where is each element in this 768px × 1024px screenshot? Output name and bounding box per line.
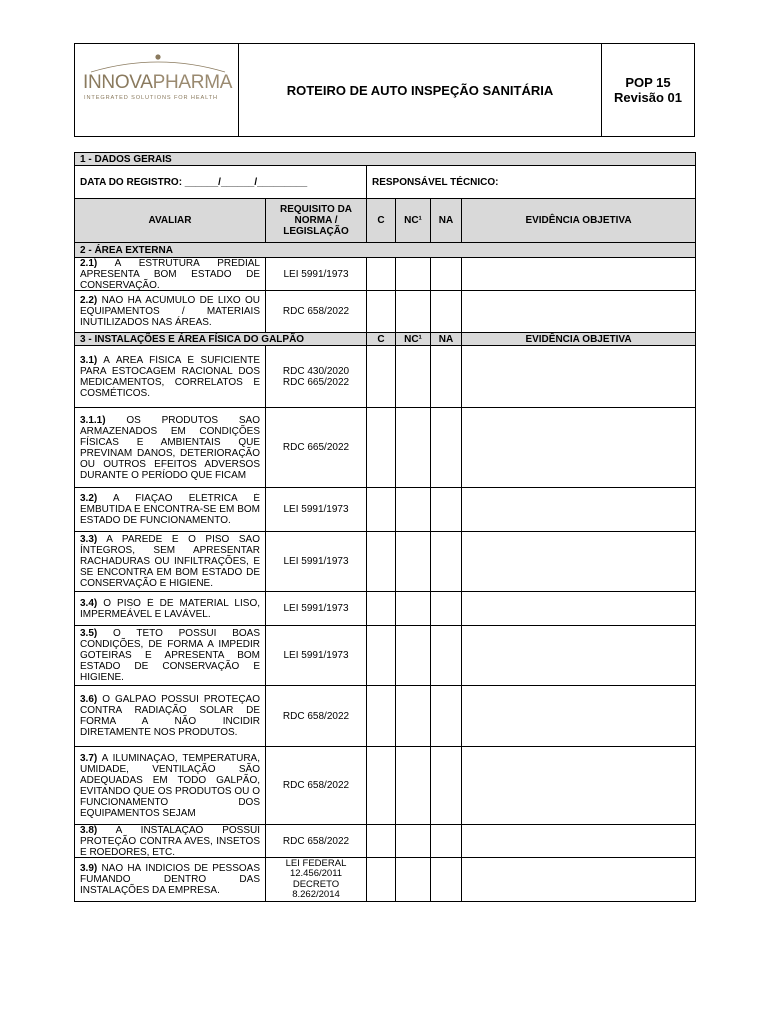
table-row [75, 626, 696, 686]
column-nc: NC¹ [396, 199, 431, 243]
table-row [75, 858, 696, 902]
item-norm: LEI 5991/1973 [266, 626, 367, 686]
table-row [75, 592, 696, 626]
evidence-cell[interactable] [462, 592, 696, 626]
column-evidencia: EVIDÊNCIA OBJETIVA [462, 199, 696, 243]
check-nc[interactable] [396, 258, 431, 291]
check-c[interactable] [367, 291, 396, 333]
table-row [75, 825, 696, 858]
check-na[interactable] [431, 258, 462, 291]
check-na[interactable] [431, 291, 462, 333]
check-na[interactable] [431, 686, 462, 747]
column-c: C [367, 199, 396, 243]
check-c[interactable] [367, 258, 396, 291]
check-na[interactable] [431, 747, 462, 825]
check-na[interactable] [431, 858, 462, 902]
check-na[interactable] [431, 532, 462, 592]
item-norm: RDC 665/2022 [266, 408, 367, 488]
item-norm: LEI FEDERAL 12.456/2011 DECRETO 8.262/2014 [266, 858, 367, 902]
check-nc[interactable] [396, 291, 431, 333]
table-row [75, 747, 696, 825]
item-description: 2.1) A ESTRUTURA PREDIAL APRESENTA BOM ESTADO DE CONSERVAÇÃO. [75, 258, 266, 291]
check-nc[interactable] [396, 488, 431, 532]
check-nc[interactable] [396, 592, 431, 626]
evidence-cell[interactable] [462, 686, 696, 747]
check-na[interactable] [431, 346, 462, 408]
column-evidencia: EVIDÊNCIA OBJETIVA [462, 333, 696, 346]
logo-swoosh-icon [83, 52, 233, 74]
check-na[interactable] [431, 825, 462, 858]
check-c[interactable] [367, 686, 396, 747]
item-norm: RDC 658/2022 [266, 825, 367, 858]
registration-date-field[interactable]: DATA DO REGISTRO: ______/______/_________ [75, 166, 367, 199]
check-c[interactable] [367, 858, 396, 902]
item-description: 3.8) A INSTALAÇÃO POSSUI PROTEÇÃO CONTRA AVES, INSETOS E ROEDORES, ETC. [75, 825, 266, 858]
item-norm: RDC 658/2022 [266, 686, 367, 747]
table-row [75, 346, 696, 408]
check-na[interactable] [431, 592, 462, 626]
check-nc[interactable] [396, 686, 431, 747]
check-nc[interactable] [396, 825, 431, 858]
check-c[interactable] [367, 346, 396, 408]
evidence-cell[interactable] [462, 258, 696, 291]
check-nc[interactable] [396, 346, 431, 408]
evidence-cell[interactable] [462, 858, 696, 902]
check-c[interactable] [367, 592, 396, 626]
column-c: C [367, 333, 396, 346]
column-nc: NC¹ [396, 333, 431, 346]
evidence-cell[interactable] [462, 291, 696, 333]
logo-tagline: INTEGRATED SOLUTIONS FOR HEALTH [84, 95, 218, 101]
item-description: 3.1) A ÁREA FÍSICA É SUFICIENTE PARA ESTOCAGEM RACIONAL DOS MEDICAMENTOS, CORRELATOS E COSMÉTICOS. [75, 346, 266, 408]
item-norm: LEI 5991/1973 [266, 532, 367, 592]
item-description: 2.2) NÃO HÁ ACÚMULO DE LIXO OU EQUIPAMENTOS / MATERIAIS INUTILIZADOS NAS ÁREAS. [75, 291, 266, 333]
check-nc[interactable] [396, 408, 431, 488]
check-c[interactable] [367, 488, 396, 532]
table-row [75, 408, 696, 488]
check-nc[interactable] [396, 858, 431, 902]
table-row [75, 532, 696, 592]
company-logo [75, 44, 239, 136]
evidence-cell[interactable] [462, 825, 696, 858]
item-norm: LEI 5991/1973 [266, 488, 367, 532]
table-row [75, 291, 696, 333]
check-c[interactable] [367, 747, 396, 825]
evidence-cell[interactable] [462, 488, 696, 532]
item-description: 3.1.1) OS PRODUTOS SÃO ARMAZENADOS EM CONDIÇÕES FÍSICAS E AMBIENTAIS QUE PREVINAM DANOS, DETERIORAÇÃO OU OUTROS EFEITOS ADVERSOS DURANTE O PERÍODO QUE FICAM [75, 408, 266, 488]
revision-number: Revisão 01 [614, 90, 682, 105]
check-na[interactable] [431, 408, 462, 488]
check-na[interactable] [431, 488, 462, 532]
item-norm: LEI 5991/1973 [266, 592, 367, 626]
logo-wordmark: INNOVAPHARMA [83, 72, 233, 93]
item-description: 3.5) O TETO POSSUI BOAS CONDIÇÕES, DE FORMA A IMPEDIR GOTEIRAS E APRESENTA BOM ESTADO DE CONSERVAÇÃO E HIGIENE. [75, 626, 266, 686]
column-requisito: REQUISITO DA NORMA / LEGISLAÇÃO [266, 199, 367, 243]
document-title: ROTEIRO DE AUTO INSPEÇÃO SANITÁRIA [286, 82, 554, 98]
check-nc[interactable] [396, 747, 431, 825]
check-na[interactable] [431, 626, 462, 686]
table-row [75, 488, 696, 532]
section-3-title: 3 - INSTALAÇÕES E ÁREA FÍSICA DO GALPÃO [75, 333, 367, 346]
item-description: 3.7) A ILUMINAÇÃO, TEMPERATURA, UMIDADE, VENTILAÇÃO SÃO ADEQUADAS EM TODO GALPÃO, EVITANDO QUE OS PRODUTOS OU O FUNCIONAMENTO DOS EQUIPAMENTOS SEJAM [75, 747, 266, 825]
inspection-table [74, 152, 696, 902]
evidence-cell[interactable] [462, 346, 696, 408]
check-c[interactable] [367, 626, 396, 686]
item-norm: LEI 5991/1973 [266, 258, 367, 291]
check-nc[interactable] [396, 532, 431, 592]
column-na: NA [431, 333, 462, 346]
item-description: 3.3) A PAREDE E O PISO SÃO ÍNTEGROS, SEM APRESENTAR RACHADURAS OU INFILTRAÇÕES, E SE ENCONTRA EM BOM ESTADO DE CONSERVAÇÃO E HIGIENE. [75, 532, 266, 592]
column-avaliar: AVALIAR [75, 199, 266, 243]
column-na: NA [431, 199, 462, 243]
check-c[interactable] [367, 408, 396, 488]
item-description: 3.4) O PISO É DE MATERIAL LISO, IMPERMEÁVEL E LAVÁVEL. [75, 592, 266, 626]
evidence-cell[interactable] [462, 626, 696, 686]
section-1-title: 1 - DADOS GERAIS [75, 153, 696, 166]
technical-responsible-field[interactable]: RESPONSÁVEL TÉCNICO: [367, 166, 696, 199]
evidence-cell[interactable] [462, 747, 696, 825]
item-norm: RDC 658/2022 [266, 291, 367, 333]
document-code [601, 44, 694, 136]
check-c[interactable] [367, 532, 396, 592]
item-description: 3.2) A FIAÇÃO ELÉTRICA É EMBUTIDA E ENCONTRA-SE EM BOM ESTADO DE FUNCIONAMENTO. [75, 488, 266, 532]
document-header [74, 43, 695, 137]
section-2-title: 2 - ÁREA EXTERNA [75, 243, 696, 258]
check-nc[interactable] [396, 626, 431, 686]
item-description: 3.9) NÃO HÁ INDÍCIOS DE PESSOAS FUMANDO DENTRO DAS INSTALAÇÕES DA EMPRESA. [75, 858, 266, 902]
pop-number: POP 15 [625, 75, 671, 90]
item-description: 3.6) O GALPÃO POSSUI PROTEÇÃO CONTRA RADIAÇÃO SOLAR DE FORMA A NÃO INCIDIR DIRETAMENTE NOS PRODUTOS. [75, 686, 266, 747]
table-row [75, 258, 696, 291]
table-row [75, 686, 696, 747]
check-c[interactable] [367, 825, 396, 858]
item-norm: RDC 430/2020 RDC 665/2022 [266, 346, 367, 408]
evidence-cell[interactable] [462, 532, 696, 592]
evidence-cell[interactable] [462, 408, 696, 488]
item-norm: RDC 658/2022 [266, 747, 367, 825]
